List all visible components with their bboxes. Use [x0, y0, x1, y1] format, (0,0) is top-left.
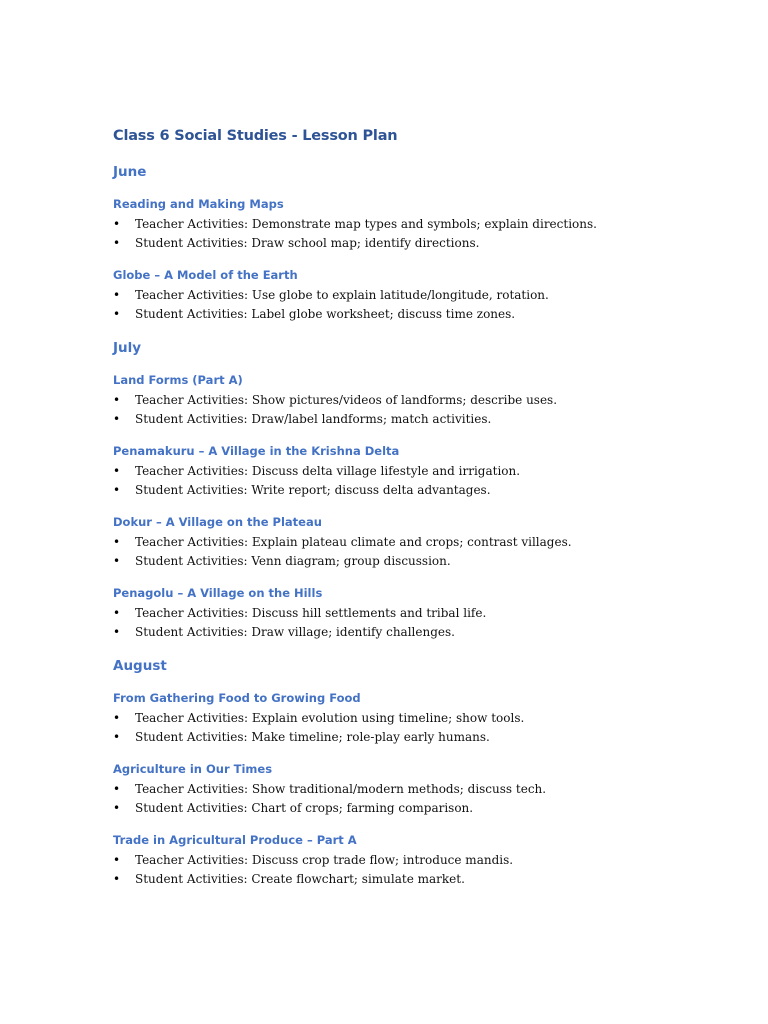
- bullet-icon: •: [113, 307, 121, 321]
- activity-text: Student Activities: Chart of crops; farming comparison.: [135, 801, 474, 815]
- topic-heading: Globe – A Model of the Earth: [113, 268, 298, 282]
- activity-list: [113, 709, 713, 747]
- topic-heading: Trade in Agricultural Produce – Part A: [113, 833, 357, 847]
- list-item: [113, 533, 713, 552]
- bullet-icon: •: [113, 606, 121, 620]
- list-item: [113, 215, 713, 234]
- activity-text: Teacher Activities: Demonstrate map types and symbols; explain directions.: [135, 217, 597, 231]
- topic-heading: Penagolu – A Village on the Hills: [113, 586, 323, 600]
- month-section-june: [113, 162, 713, 324]
- activity-text: Teacher Activities: Explain evolution using timeline; show tools.: [135, 711, 525, 725]
- activity-text: Teacher Activities: Show traditional/modern methods; discuss tech.: [135, 782, 547, 796]
- list-item: [113, 799, 713, 818]
- activity-text: Student Activities: Draw/label landforms; match activities.: [135, 412, 492, 426]
- bullet-icon: •: [113, 730, 121, 744]
- bullet-icon: •: [113, 217, 121, 231]
- activity-text: Student Activities: Label globe worksheet; discuss time zones.: [135, 307, 516, 321]
- activity-text: Student Activities: Make timeline; role-play early humans.: [135, 730, 490, 744]
- list-item: [113, 234, 713, 253]
- list-item: [113, 391, 713, 410]
- bullet-icon: •: [113, 554, 121, 568]
- activity-list: [113, 780, 713, 818]
- list-item: [113, 780, 713, 799]
- activity-list: [113, 533, 713, 571]
- bullet-icon: •: [113, 853, 121, 867]
- list-item: [113, 305, 713, 324]
- topic-heading: Reading and Making Maps: [113, 197, 284, 211]
- list-item: [113, 851, 713, 870]
- topic-heading: Dokur – A Village on the Plateau: [113, 515, 322, 529]
- activity-list: [113, 391, 713, 429]
- list-item: [113, 728, 713, 747]
- bullet-icon: •: [113, 711, 121, 725]
- activity-text: Student Activities: Draw school map; identify directions.: [135, 236, 480, 250]
- bullet-icon: •: [113, 483, 121, 497]
- list-item: [113, 286, 713, 305]
- document-title: Class 6 Social Studies - Lesson Plan: [113, 128, 398, 144]
- activity-text: Teacher Activities: Use globe to explain latitude/longitude, rotation.: [135, 288, 549, 302]
- activity-text: Teacher Activities: Discuss crop trade flow; introduce mandis.: [135, 853, 514, 867]
- bullet-icon: •: [113, 393, 121, 407]
- list-item: [113, 870, 713, 889]
- bullet-icon: •: [113, 236, 121, 250]
- list-item: [113, 481, 713, 500]
- month-section-august: [113, 656, 713, 889]
- bullet-icon: •: [113, 872, 121, 886]
- activity-list: [113, 851, 713, 889]
- activity-list: [113, 215, 713, 253]
- topic-heading: Penamakuru – A Village in the Krishna Delta: [113, 444, 400, 458]
- list-item: [113, 709, 713, 728]
- bullet-icon: •: [113, 535, 121, 549]
- activity-text: Teacher Activities: Explain plateau climate and crops; contrast villages.: [135, 535, 572, 549]
- topic-heading: Agriculture in Our Times: [113, 762, 273, 776]
- activity-list: [113, 286, 713, 324]
- month-heading: July: [113, 340, 142, 356]
- bullet-icon: •: [113, 801, 121, 815]
- activity-text: Teacher Activities: Show pictures/videos of landforms; describe uses.: [135, 393, 558, 407]
- topic-heading: From Gathering Food to Growing Food: [113, 691, 361, 705]
- activity-text: Teacher Activities: Discuss hill settlements and tribal life.: [135, 606, 487, 620]
- bullet-icon: •: [113, 782, 121, 796]
- bullet-icon: •: [113, 412, 121, 426]
- activity-text: Student Activities: Create flowchart; simulate market.: [135, 872, 465, 886]
- activity-text: Student Activities: Write report; discuss delta advantages.: [135, 483, 491, 497]
- month-section-july: [113, 338, 713, 642]
- bullet-icon: •: [113, 464, 121, 478]
- list-item: [113, 604, 713, 623]
- month-heading: June: [113, 164, 147, 180]
- list-item: [113, 552, 713, 571]
- activity-list: [113, 604, 713, 642]
- bullet-icon: •: [113, 288, 121, 302]
- list-item: [113, 410, 713, 429]
- month-heading: August: [113, 658, 167, 674]
- topic-heading: Land Forms (Part A): [113, 373, 243, 387]
- activity-list: [113, 462, 713, 500]
- activity-text: Student Activities: Venn diagram; group discussion.: [135, 554, 451, 568]
- list-item: [113, 623, 713, 642]
- document-body: [113, 125, 713, 889]
- list-item: [113, 462, 713, 481]
- bullet-icon: •: [113, 625, 121, 639]
- activity-text: Teacher Activities: Discuss delta village lifestyle and irrigation.: [135, 464, 521, 478]
- activity-text: Student Activities: Draw village; identify challenges.: [135, 625, 455, 639]
